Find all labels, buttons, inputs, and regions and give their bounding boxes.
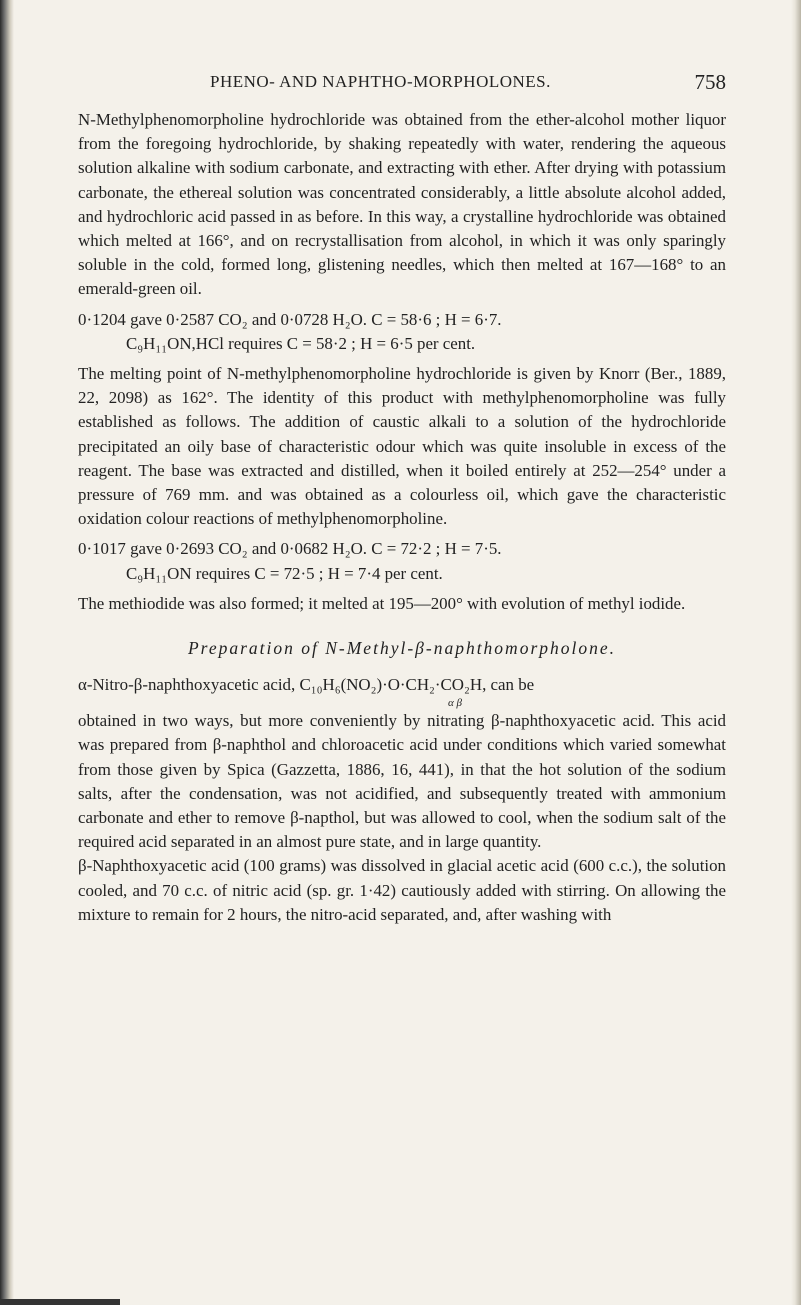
- paragraph-4: obtained in two ways, but more conveniently by nitrating β-naphthoxyacetic acid. This acid was prepared from β-naphthol and chloroacetic acid under conditions which varied somewhat from those given by Spica (Gazzetta, 1886, 16, 441), in that the hot solution of the sodium salts, after the condensation, was not acidified, and subsequently treated with ammonium carbonate and ether to remove β-napthol, but was allowed to cool, when the sodium salt of the required acid separated in an almost pure state, and in large quantity.: [78, 711, 726, 852]
- page-binding-shadow: [0, 0, 14, 1305]
- formula-subscript-labels: α β: [448, 697, 463, 710]
- paragraph-5: β-Naphthoxyacetic acid (100 grams) was dissolved in glacial acetic acid (600 c.c.), the solution cooled, and 70 c.c. of nitric acid (sp. gr. 1·42) cautiously added with stirring. On allowing the mixture to remain for 2 hours, the nitro-acid separated, and, after washing with: [78, 856, 726, 924]
- analysis-1-line-2: C₉H₁₁ON,HCl requires C = 58·2 ; H = 6·5 per cent.: [126, 333, 476, 353]
- page-number: 758: [694, 70, 726, 94]
- section-title: Preparation of N-Methyl-β-naphthomorpholone.: [187, 638, 617, 659]
- page-bottom-mark: [0, 1299, 120, 1305]
- page-header: [78, 72, 726, 108]
- paragraph-2: The melting point of N-methylphenomorpholine hydrochloride is given by Knorr (Ber., 1889, 22, 2098) as 162°. The identity of this product with methylphenomorpholine was fully established as follows. The addition of caustic alkali to a solution of the hydrochloride precipitated an oily base of characteristic odour which was quite insoluble in excess of the reagent. The base was extracted and distilled, when it boiled entirely at 252—254° under a pressure of 769 mm. and was obtained as a colourless oil, which gave the characteristic oxidation colour reactions of methylphenomorpholine.: [78, 364, 726, 529]
- analysis-1: [78, 308, 726, 356]
- analysis-2: [78, 537, 726, 585]
- page-right-edge: [791, 0, 801, 1305]
- formula-intro-text: α-Nitro-β-naphthoxyacetic acid, C₁₀H₆(NO₂)·O·CH₂·CO₂H, can be: [78, 675, 535, 695]
- analysis-2-line-2: C₉H₁₁ON requires C = 72·5 ; H = 7·4 per cent.: [126, 563, 443, 583]
- analysis-1-line-1: 0·1204 gave 0·2587 CO₂ and 0·0728 H₂O. C = 58·6 ; H = 6·7.: [78, 309, 502, 329]
- running-head: PHENO- AND NAPHTHO-MORPHOLONES.: [210, 72, 551, 91]
- paragraph-3: The methiodide was also formed; it melted at 195—200° with evolution of methyl iodide.: [78, 593, 686, 613]
- analysis-2-line-1: 0·1017 gave 0·2693 CO₂ and 0·0682 H₂O. C = 72·2 ; H = 7·5.: [78, 539, 502, 559]
- formula-intro: [78, 673, 726, 709]
- paragraph-1: N-Methylphenomorpholine hydrochloride was obtained from the ether-alcohol mother liquor from the foregoing hydrochloride, by shaking repeatedly with water, rendering the aqueous solution alkaline with sodium carbonate, and extracting with ether. After drying with potassium carbonate, the ethereal solution was concentrated considerably, a little absolute alcohol added, and hydrochloric acid passed in as before. In this way, a crystalline hydrochloride was obtained which melted at 166°, and on recrystallisation from alcohol, in which it was only sparingly soluble in the cold, formed long, glistening needles, which then melted at 167—168° to an emerald-green oil.: [78, 110, 726, 299]
- document-page: [78, 72, 726, 927]
